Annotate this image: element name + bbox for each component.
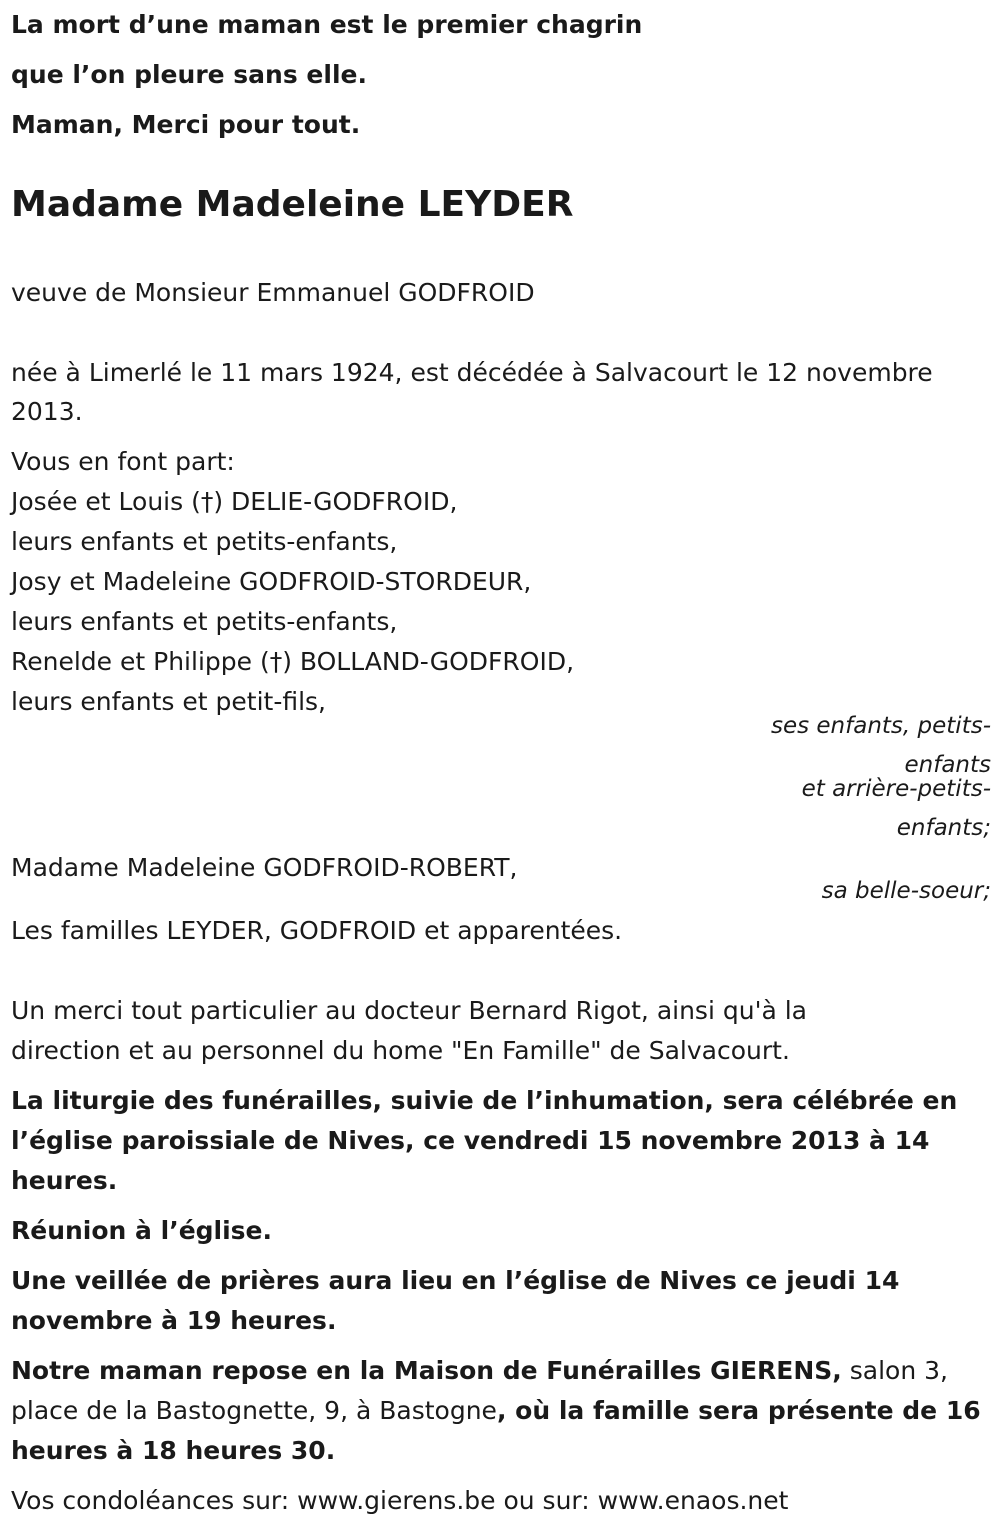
liturgy-line-3: heures. [11, 1166, 118, 1195]
families-line: Les familles LEYDER, GODFROID et apparentées. [11, 916, 623, 945]
rest-normal-2: place de la Bastognette, 9, à Bastogne [11, 1396, 497, 1425]
family-line-6: leurs enfants et petit-fils, [11, 687, 327, 716]
rest-normal-1: salon 3, [841, 1356, 948, 1385]
birth-line-2: 2013. [11, 397, 83, 426]
quote-line-1: La mort d’une maman est le premier chagrin [11, 10, 643, 39]
family-line-4: leurs enfants et petits-enfants, [11, 607, 398, 636]
thanks-line-2: direction et au personnel du home "En Famille" de Salvacourt. [11, 1036, 790, 1065]
family-line-5: Renelde et Philippe (†) BOLLAND-GODFROID, [11, 647, 575, 676]
liturgy-line-2: l’église paroissiale de Nives, ce vendredi 15 novembre 2013 à 14 [11, 1126, 930, 1155]
thanks-line-1: Un merci tout particulier au docteur Bernard Rigot, ainsi qu'à la [11, 996, 807, 1025]
rest-bold-2: , où la famille sera présente de 16 [496, 1396, 981, 1425]
liturgy-line-1: La liturgie des funérailles, suivie de l’inhumation, sera célébrée en [11, 1086, 958, 1115]
vigil-line-1: Une veillée de prières aura lieu en l’église de Nives ce jeudi 14 [11, 1266, 900, 1295]
relation-children-d: enfants; [896, 815, 991, 841]
deceased-name: Madame Madeleine LEYDER [11, 184, 574, 225]
condolences-line: Vos condoléances sur: www.gierens.be ou sur: www.enaos.net [11, 1486, 789, 1515]
relation-sister-in-law: sa belle-soeur; [821, 878, 991, 904]
relation-children-c: et arrière-petits- [801, 776, 991, 802]
rest-line-2 [11, 1391, 981, 1431]
family-line-2: leurs enfants et petits-enfants, [11, 527, 398, 556]
relation-children-a: ses enfants, petits- [770, 713, 991, 739]
quote-line-2: que l’on pleure sans elle. [11, 60, 367, 89]
sister-in-law-name: Madame Madeleine GODFROID-ROBERT, [11, 853, 518, 882]
announce-line: Vous en font part: [11, 447, 235, 476]
family-line-1: Josée et Louis (†) DELIE-GODFROID, [11, 487, 458, 516]
meeting-line: Réunion à l’église. [11, 1216, 273, 1245]
rest-bold-1: Notre maman repose en la Maison de Funérailles GIERENS, [11, 1356, 842, 1385]
quote-line-3: Maman, Merci pour tout. [11, 110, 361, 139]
birth-line-1: née à Limerlé le 11 mars 1924, est décédée à Salvacourt le 12 novembre [11, 358, 933, 387]
widow-line: veuve de Monsieur Emmanuel GODFROID [11, 278, 535, 307]
rest-line-3: heures à 18 heures 30. [11, 1436, 336, 1465]
vigil-line-2: novembre à 19 heures. [11, 1306, 337, 1335]
relation-children-b: enfants [904, 752, 991, 778]
rest-line-1 [11, 1351, 948, 1391]
family-line-3: Josy et Madeleine GODFROID-STORDEUR, [11, 567, 532, 596]
